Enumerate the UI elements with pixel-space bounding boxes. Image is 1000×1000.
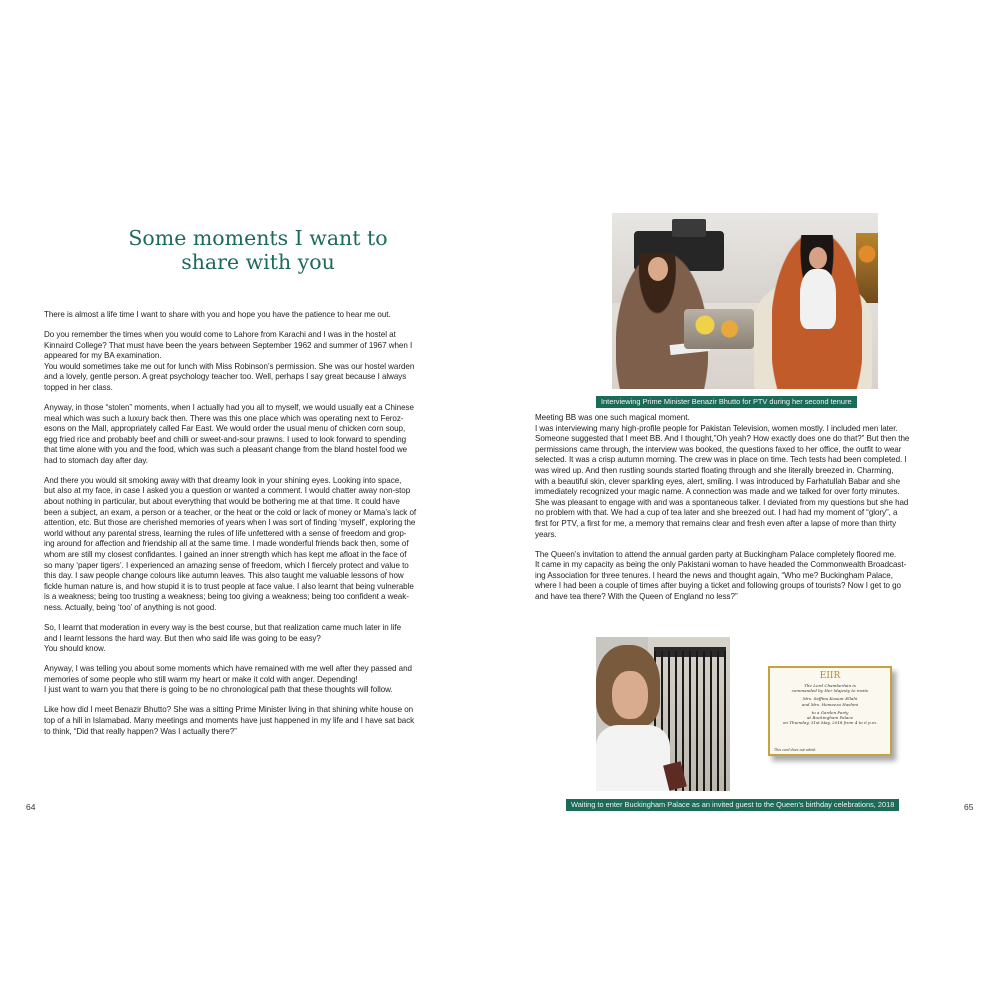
right-body-text (535, 413, 960, 612)
text-line: years. (535, 529, 557, 539)
text-line: Kinnaird College? That must have been the years between September 1962 and summer of 1967 when I (44, 340, 413, 350)
invite-line: at Buckingham Palace (806, 715, 854, 721)
text-line: and I learnt lessons the hard way. But then who said life was going to be easy? (44, 633, 321, 643)
text-line: that time alone with you and the food, which was such a pleasant change from the bland hostel food we (44, 445, 408, 455)
invite-line: commanded by Her Majesty to invite (791, 688, 869, 694)
title-line: Some moments I want to (128, 226, 388, 250)
text-line: about nothing in particular, but about everything that would be bothering me at that time. It could have (44, 497, 400, 507)
text-line: appeared for my BA examination. (44, 351, 162, 361)
left-body-text (44, 310, 464, 747)
text-line: meal which was such a luxury back then. There was this one place which was operating next to Feroz- (44, 413, 404, 423)
text-line: was wired up. And then rustling sounds started floating through and she literally breezed in. Charming, (535, 465, 894, 475)
page-number-left: 64 (26, 802, 36, 812)
text-line: Anyway, in those “stolen” moments, when I actually had you all to myself, we would usually eat a Chinese (44, 402, 414, 412)
text-line: selected. It was a crisp autumn morning. The crew was in place on time. Tech tests had been completed. I (535, 455, 907, 465)
invite-line: The Lord Chamberlain is (804, 683, 856, 688)
royal-crest-icon: EIIR (819, 671, 841, 681)
photo-caption-interview: Interviewing Prime Minister Benazir Bhutto for PTV during her second tenure (596, 396, 857, 408)
text-line: Meeting BB was one such magical moment. (535, 413, 690, 422)
paragraph (44, 310, 464, 321)
text-line: The Queen’s invitation to attend the annual garden party at Buckingham Palace completely floored me. (535, 549, 897, 559)
text-line: this day. I saw people change colours like autumn leaves. This also taught me valuable lessons of how (44, 571, 404, 581)
text-line: topped in her class. (44, 382, 113, 392)
invitation-card (768, 666, 892, 756)
text-line: So, I learnt that moderation in every way is the best course, but that realization came much later in life (44, 623, 401, 632)
text-line: esons on the Mall, appropriately called Far East. We would order the usual menu of chicken corn soup, (44, 424, 406, 434)
text-line: You would sometimes take me out for lunch with Miss Robinson’s permission. She was our hostel warden (44, 361, 415, 371)
text-line: ing around for affection and friendship all at the same time. I made wonderful friends back then, some of (44, 539, 409, 549)
text-line: attention, etc. But those are cherished memories of years when I was sort of finding ‘myself’, exploring the (44, 518, 416, 528)
text-line: fickle human nature is, and how stupid it is to trust people at face value. I also learnt that being vulnerable (44, 581, 414, 591)
title-line: share with you (181, 250, 335, 274)
text-line: Someone suggested that I meet BB. And I thought,”Oh yeah? How exactly does one do that?” But then the (535, 434, 910, 444)
text-line: where I had been a couple of times after buying a ticket and following groups of tourists? Now I get to go (535, 581, 901, 591)
text-line: whom are still my closest confidantes. I gained an inner strength which has kept me afloat in the face of (44, 550, 407, 560)
invite-guest: Mrs. Saffina Kosuar Ellahi (802, 696, 858, 702)
text-line: And there you would sit smoking away with that dreamy look in your shining eyes. Looking into space, (44, 475, 402, 485)
palace-photo (596, 637, 730, 791)
paragraph (44, 664, 464, 696)
text-line: There is almost a life time I want to share with you and hope you have the patience to hear me out. (44, 310, 391, 319)
paragraph (44, 403, 464, 467)
text-line: ing Association for three tenures. I heard the news and thought again, “Who me? Buckingham Palace, (535, 570, 893, 580)
invite-line: to a Garden Party (811, 709, 849, 715)
text-line: Do you remember the times when you would come to Lahore from Karachi and I was in the hostel at (44, 329, 396, 339)
text-line: is a weakness; being too trusting a weakness; being too giving a weakness; being too confident a weak- (44, 592, 409, 602)
text-line: no problem with that. We had a cup of tea later and she breezed out. I had had my moment of “glory”, a (535, 508, 898, 518)
text-line: first for PTV, a first for me, a memory that remains clear and fresh even after a lapse of more than thirty (535, 518, 897, 528)
text-line: world without any parental stress, learning the rules of life unfettered with a sense of freedom and grop- (44, 528, 407, 538)
page-number-right: 65 (964, 802, 974, 812)
right-page (500, 0, 1000, 1000)
text-line: You should know. (44, 644, 106, 654)
text-line: permissions came through, the interview was booked, the questions faxed to her office, the outfit to wear (535, 444, 902, 454)
text-line: I was interviewing many high-profile people for Pakistan Television, women mostly. I included men later. (535, 423, 898, 433)
interview-photo (612, 213, 878, 389)
paragraph (44, 623, 464, 655)
invite-guest: and Mrs. Hemeeza Hashmi (801, 701, 859, 707)
text-line: top of a hill in Islamabad. Many meetings and moments have just happened in my life and I have sat back (44, 715, 415, 725)
text-line: to think, “Did that really happen? Was I actually there?” (44, 726, 237, 736)
text-line: immediately recognized your magic name. A connection was made and we talked for over forty minutes. (535, 487, 900, 497)
photo-caption-palace: Waiting to enter Buckingham Palace as an invited guest to the Queen’s birthday celebrations, 2018 (566, 799, 899, 811)
paragraph (44, 705, 464, 737)
invite-footer: This card does not admit (774, 748, 816, 752)
chapter-title (118, 226, 398, 274)
text-line: It came in my capacity as being the only Pakistani woman to have headed the Commonwealth Broadcast- (535, 560, 907, 570)
text-line: I just want to warn you that there is going to be no chronological path that these thoughts will follow. (44, 685, 393, 695)
text-line: and a lovely, gentle person. A great psychology teacher too. Well, perhaps I say great because I always (44, 372, 407, 382)
text-line: and have tea there? With the Queen of England no less?” (535, 591, 738, 601)
paragraph (535, 550, 960, 603)
text-line: ness. Actually, being ‘too’ of anything is not good. (44, 603, 217, 613)
text-line: with a beautiful skin, clever sparkling eyes, alert, smiling. I was introduced by Farhatullah Babar and she (535, 476, 900, 486)
text-line: but also at my face, in case I asked you a question or wanted a comment. I would chatter away non-stop (44, 486, 411, 496)
paragraph (535, 413, 960, 540)
text-line: been a subject, an exam, a person or a teacher, or the heat or the cold or lack of money or Mama’s lack of (44, 507, 417, 517)
text-line: egg fried rice and probably beef and chilli or sweet-and-sour prawns. I used to look forward to spending (44, 434, 407, 444)
text-line: memories of some people who still warm my heart or make it cold with anger. Depending! (44, 674, 358, 684)
text-line: She was pleasant to engage with and was a spontaneous talker. I deviated from my questions but she had (535, 497, 909, 507)
paragraph (44, 476, 464, 614)
text-line: so many ‘paper tigers’. I experienced an amazing sense of freedom, which I fiercely protect and value to (44, 560, 409, 570)
text-line: had to stomach day after day. (44, 455, 148, 465)
text-line: Like how did I meet Benazir Bhutto? She was a sitting Prime Minister living in that shining white house on (44, 705, 414, 715)
paragraph (44, 330, 464, 394)
invite-line: on Thursday, 31st May, 2018 from 4 to 6 p.m. (782, 720, 878, 726)
text-line: Anyway, I was telling you about some moments which have remained with me well after they passed and (44, 664, 412, 674)
